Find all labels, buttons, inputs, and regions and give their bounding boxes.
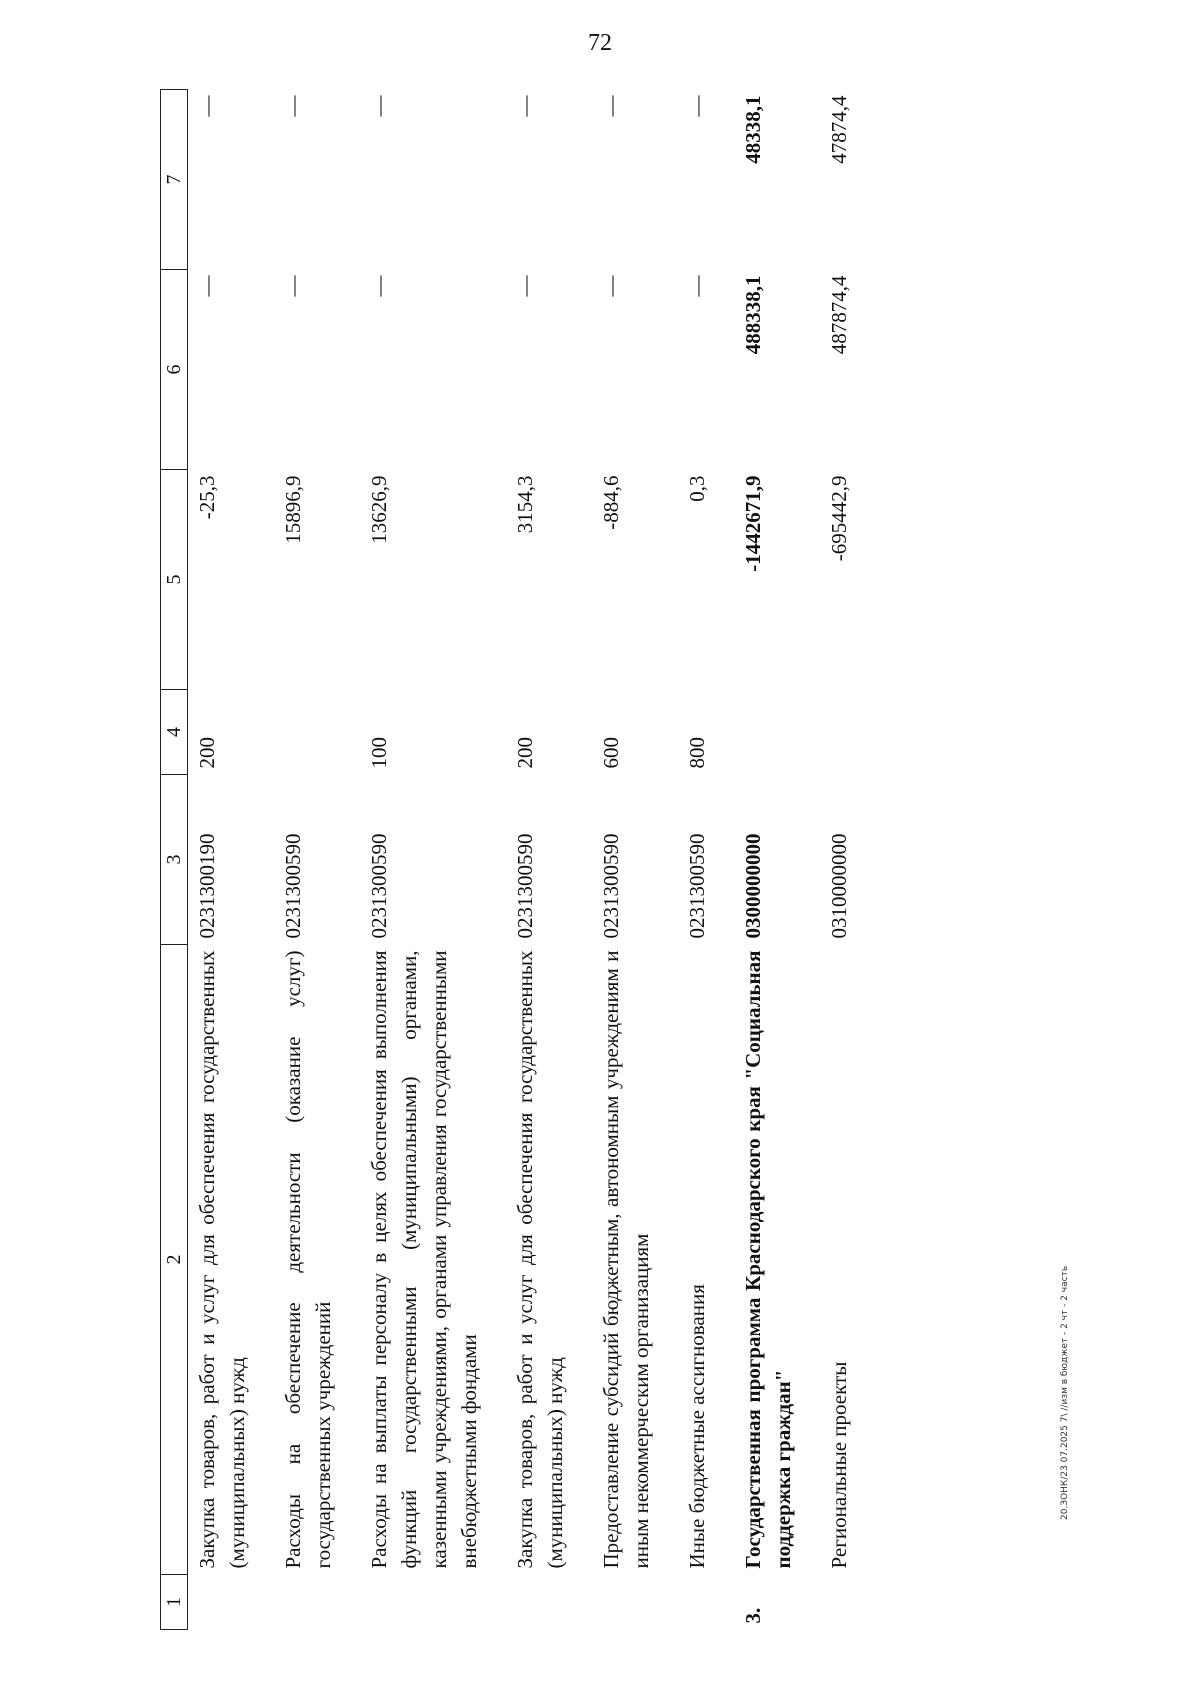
- table-row: [592, 90, 678, 1630]
- table-row: [820, 90, 876, 1630]
- row-value-7: 48338,1: [741, 95, 765, 164]
- table-row: [360, 90, 506, 1630]
- row-value-5: -695442,9: [827, 475, 851, 562]
- row-number: [820, 1575, 876, 1630]
- row-value-5: -25,3: [195, 475, 219, 520]
- row-value-7: —: [367, 95, 391, 117]
- row-type: [734, 690, 820, 775]
- row-value-7: —: [195, 95, 219, 117]
- table-row: [506, 90, 592, 1630]
- page-number: 72: [588, 30, 612, 56]
- row-number: [274, 1575, 360, 1630]
- header-col-2: 2: [161, 945, 188, 1575]
- row-number: 3.: [741, 1607, 765, 1624]
- header-col-3: 3: [161, 775, 188, 945]
- header-col-4: 4: [161, 690, 188, 775]
- row-description: Закупка товаров, работ и услуг для обеспечения государственных (муниципальных) нужд: [513, 950, 567, 1569]
- row-value-6: —: [281, 275, 305, 297]
- row-number: [678, 1575, 734, 1630]
- header-col-1: 1: [161, 1575, 188, 1630]
- header-col-5: 5: [161, 470, 188, 690]
- row-type: 600: [599, 737, 623, 769]
- row-value-6: —: [599, 275, 623, 297]
- row-type: [820, 690, 876, 775]
- header-col-7: 7: [161, 90, 188, 270]
- row-type: 200: [195, 737, 219, 769]
- row-type: [274, 690, 360, 775]
- row-number: [360, 1575, 506, 1630]
- footer-note: 20.ЗОНК/23 07.2025 7\ //изм в бюджет - 2 чт - 2 часть: [1060, 1265, 1070, 1520]
- row-code: 0231300590: [599, 833, 623, 939]
- row-description: Расходы на обеспечение деятельности (оказание услуг) государственных учреждений: [281, 950, 335, 1569]
- row-value-7: —: [685, 95, 709, 117]
- row-value-7: —: [599, 95, 623, 117]
- row-description: Предоставление субсидий бюджетным, автономным учреждениям и иным некоммерческим организациям: [599, 950, 653, 1569]
- row-value-5: 15896,9: [281, 475, 305, 544]
- row-code: 0300000000: [741, 833, 765, 939]
- row-description: Иные бюджетные ассигнования: [685, 1284, 709, 1569]
- table-row: [274, 90, 360, 1630]
- row-description: Расходы на выплаты персоналу в целях обеспечения выполнения функций государственными (муниципальными) органами, казенными учреждениями, органами управления государственными внебюджетными фондами: [367, 950, 481, 1569]
- row-description: Региональные проекты: [827, 1361, 851, 1569]
- row-code: 0231300590: [513, 833, 537, 939]
- row-value-5: 0,3: [685, 475, 709, 502]
- row-value-6: 487874,4: [827, 275, 851, 355]
- row-value-6: —: [685, 275, 709, 297]
- row-code: 0310000000: [827, 833, 851, 939]
- row-value-7: —: [513, 95, 537, 117]
- row-value-7: 47874,4: [827, 95, 851, 164]
- row-type: 200: [513, 737, 537, 769]
- row-code: 0231300590: [281, 833, 305, 939]
- row-description: Закупка товаров, работ и услуг для обеспечения государственных (муниципальных) нужд: [195, 950, 249, 1569]
- row-value-5: -884,6: [599, 475, 623, 530]
- row-type: 800: [685, 737, 709, 769]
- row-value-6: —: [513, 275, 537, 297]
- row-value-6: —: [367, 275, 391, 297]
- row-code: 0231300190: [195, 833, 219, 939]
- row-value-6: 488338,1: [741, 275, 765, 355]
- rotated-table-container: [160, 90, 1040, 1630]
- header-col-6: 6: [161, 270, 188, 470]
- header-row: [161, 90, 188, 1630]
- row-type: 100: [367, 737, 391, 769]
- row-value-6: —: [195, 275, 219, 297]
- row-value-7: —: [281, 95, 305, 117]
- table-row: [734, 90, 820, 1630]
- row-code: 0231300590: [367, 833, 391, 939]
- table-row: [188, 90, 275, 1630]
- row-code: 0231300590: [685, 833, 709, 939]
- row-number: [592, 1575, 678, 1630]
- row-number: [506, 1575, 592, 1630]
- row-number: [188, 1575, 275, 1630]
- budget-table: [160, 89, 876, 1630]
- row-value-5: 13626,9: [367, 475, 391, 544]
- row-value-5: -1442671,9: [741, 475, 765, 572]
- row-value-5: 3154,3: [513, 475, 537, 534]
- table-row: [678, 90, 734, 1630]
- row-description: Государственная программа Краснодарского края "Социальная поддержка граждан": [741, 950, 795, 1569]
